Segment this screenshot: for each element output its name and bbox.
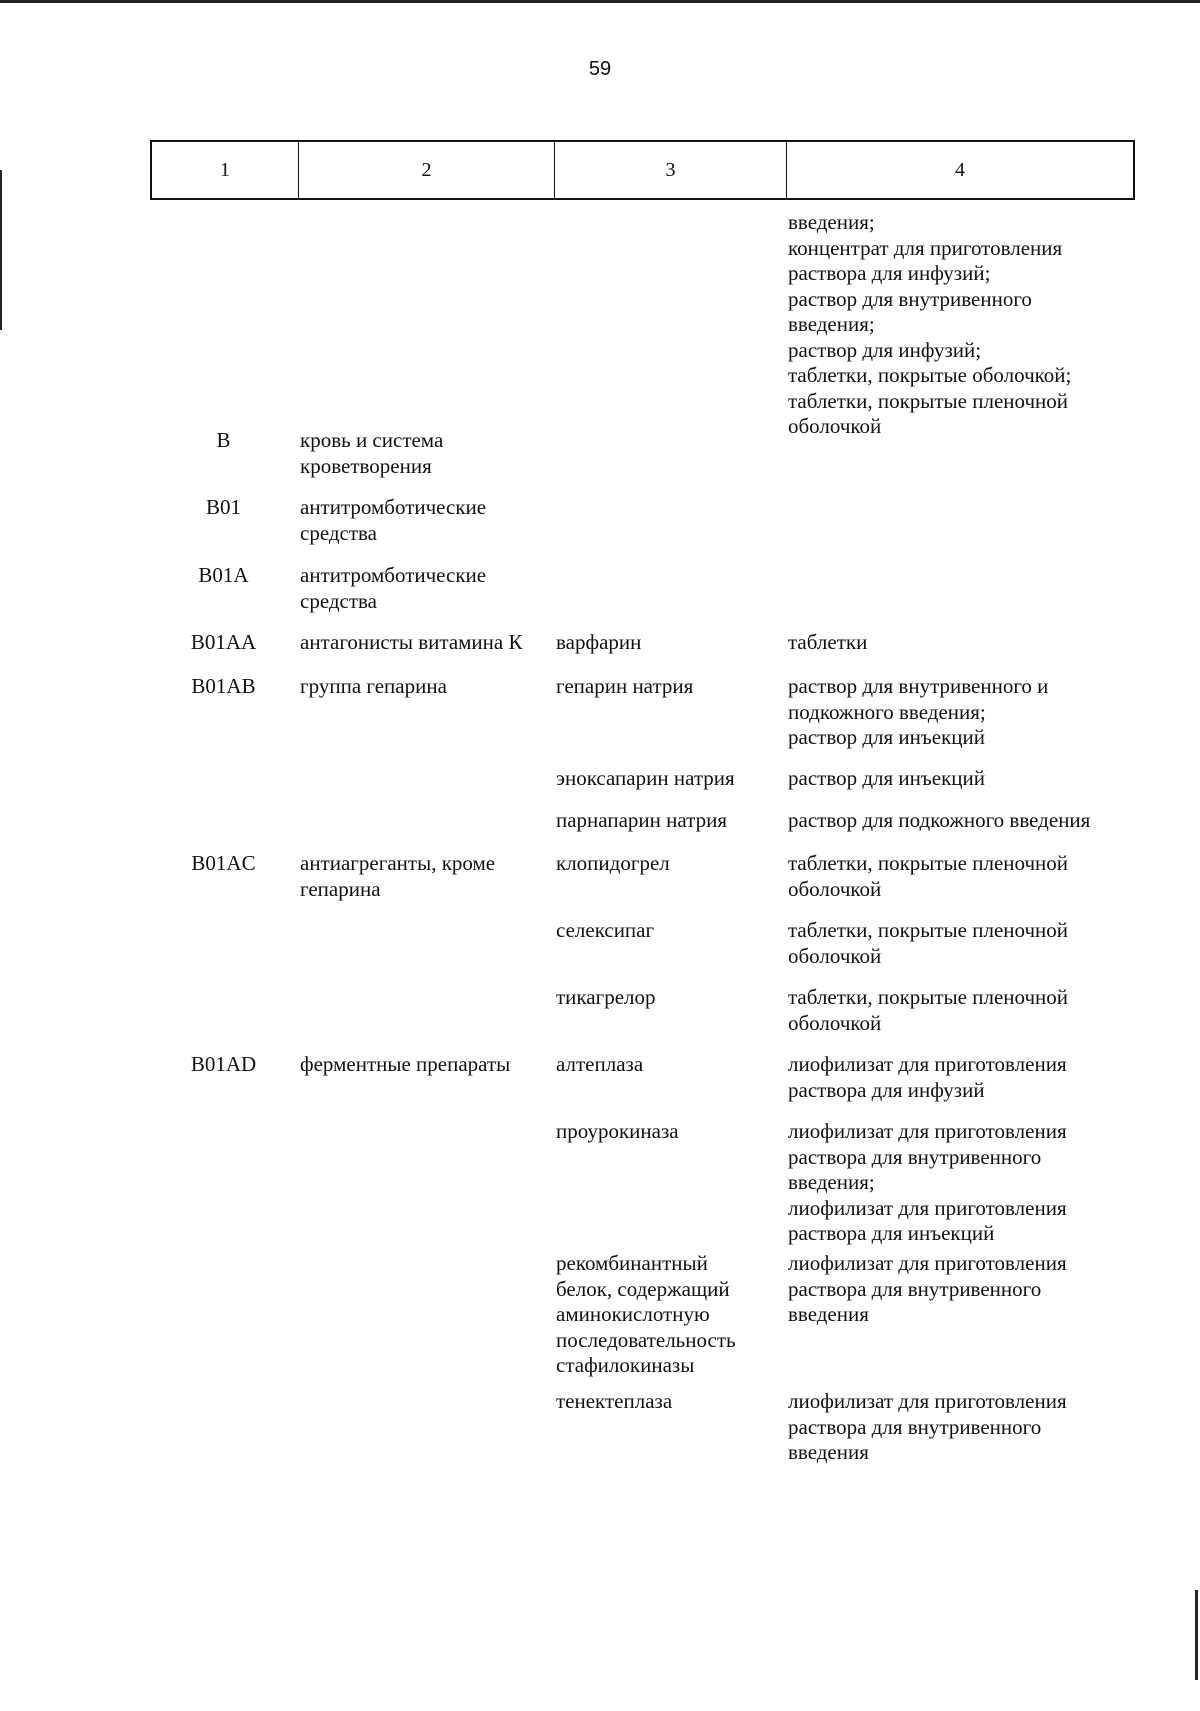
cell-drug [553, 495, 785, 546]
cell-forms [785, 210, 1135, 440]
cell-drug-line: белок, содержащий [556, 1276, 730, 1301]
cell-code [150, 985, 297, 1036]
cell-forms-line: раствор для подкожного введения [788, 808, 1091, 832]
cell-drug [553, 428, 785, 479]
cell-forms-line: таблетки, покрытые пленочной [788, 918, 1069, 942]
cell-group [297, 918, 553, 969]
cell-code [150, 1389, 297, 1466]
cell-group-line: антагонисты витамина К [300, 630, 523, 654]
cell-group-line: антитромботические [300, 495, 487, 519]
cell-forms-line: лиофилизат для приготовления [788, 1052, 1067, 1076]
table-row [150, 563, 1135, 614]
cell-group [297, 563, 553, 614]
table-row [150, 985, 1135, 1036]
table-row [150, 918, 1135, 969]
cell-drug [553, 1251, 785, 1379]
cell-drug [553, 918, 785, 969]
scan-edge-right [1195, 1590, 1198, 1680]
cell-forms [785, 1052, 1135, 1103]
cell-forms-line: таблетки, покрытые пленочной [788, 851, 1069, 875]
cell-forms [785, 985, 1135, 1036]
scan-edge-left [0, 170, 2, 330]
cell-drug-line: алтеплаза [556, 1052, 644, 1076]
cell-forms-line: таблетки [788, 630, 868, 654]
table-row [150, 210, 1135, 440]
cell-group-line: антитромботические [300, 563, 487, 587]
cell-code [150, 1251, 297, 1379]
table-row [150, 495, 1135, 546]
cell-group-line: средства [300, 588, 378, 613]
table-header [150, 140, 1135, 200]
cell-group [297, 674, 553, 751]
scan-edge-top [0, 0, 1200, 3]
cell-forms-line: введения; [788, 312, 875, 336]
cell-forms-line: лиофилизат для приготовления [788, 1119, 1067, 1143]
cell-code: B01AA [190, 630, 257, 654]
cell-code: B01AC [191, 851, 256, 875]
cell-code [150, 766, 297, 792]
cell-drug-line: парнапарин натрия [556, 808, 727, 832]
cell-group-line: ферментные препараты [300, 1052, 511, 1076]
header-col-4: 4 [955, 158, 965, 181]
cell-forms-line: лиофилизат для приготовления [788, 1251, 1067, 1275]
cell-forms-line: введения; [788, 1170, 875, 1194]
cell-drug-line: гепарин натрия [556, 674, 694, 698]
cell-forms-line: оболочкой [788, 414, 882, 438]
cell-group [297, 1052, 553, 1103]
cell-forms-line: раствора для инъекций [788, 1221, 995, 1245]
cell-drug-line: последовательность [556, 1327, 736, 1352]
cell-forms [785, 428, 1135, 479]
cell-group [297, 428, 553, 479]
cell-forms-line: введения [788, 1440, 869, 1464]
cell-drug-line: тенектеплаза [556, 1389, 673, 1413]
cell-drug [553, 1389, 785, 1466]
cell-drug-line: стафилокиназы [556, 1353, 695, 1377]
cell-forms-line: раствора для внутривенного [788, 1414, 1042, 1439]
cell-group-line: группа гепарина [300, 674, 447, 698]
header-col-2: 2 [299, 142, 555, 198]
cell-drug [553, 563, 785, 614]
cell-forms-line: раствора для инфузий; [788, 261, 991, 285]
cell-group-line: кровь и система [300, 428, 444, 452]
cell-drug [553, 674, 785, 751]
cell-group [297, 630, 553, 656]
cell-forms-line: оболочкой [788, 943, 882, 968]
cell-group [297, 808, 553, 834]
cell-drug [553, 210, 785, 440]
page-number: 59 [588, 58, 612, 80]
cell-drug-line: селексипаг [556, 918, 655, 942]
cell-drug-line: эноксапарин натрия [556, 766, 735, 790]
cell-code: B01AB [191, 674, 256, 698]
cell-code [150, 808, 297, 834]
cell-forms-line: раствора для внутривенного [788, 1144, 1042, 1169]
cell-drug [553, 1052, 785, 1103]
cell-forms [785, 918, 1135, 969]
cell-forms-line: оболочкой [788, 1010, 882, 1035]
cell-group [297, 495, 553, 546]
table-row [150, 428, 1135, 479]
cell-code: B01AD [190, 1052, 257, 1076]
cell-group [297, 985, 553, 1036]
cell-drug [553, 985, 785, 1036]
cell-group-line: средства [300, 520, 378, 545]
table-row [150, 851, 1135, 902]
cell-forms-line: раствора для внутривенного [788, 1276, 1042, 1301]
cell-code: B01A [198, 563, 249, 587]
cell-code: B01 [205, 495, 241, 519]
cell-forms [785, 808, 1135, 834]
table-row [150, 674, 1135, 751]
cell-group [297, 1389, 553, 1466]
cell-forms [785, 495, 1135, 546]
cell-code [150, 1119, 297, 1247]
cell-drug-line: тикагрелор [556, 985, 656, 1009]
cell-forms-line: раствор для инфузий; [788, 337, 982, 362]
cell-drug-line: рекомбинантный [556, 1251, 708, 1275]
cell-drug [553, 1119, 785, 1247]
cell-forms [785, 766, 1135, 792]
cell-group-line: антиагреганты, кроме [300, 851, 496, 875]
cell-forms-line: таблетки, покрытые оболочкой; [788, 363, 1072, 387]
cell-forms-line: таблетки, покрытые пленочной [788, 388, 1069, 413]
cell-forms-line: лиофилизат для приготовления [788, 1389, 1067, 1413]
cell-forms-line: концентрат для приготовления [788, 235, 1063, 260]
cell-drug-line: клопидогрел [556, 851, 670, 875]
cell-code [150, 210, 297, 440]
cell-forms [785, 1119, 1135, 1247]
cell-forms [785, 674, 1135, 751]
cell-drug-line: проурокиназа [556, 1119, 679, 1143]
cell-code: B [216, 428, 231, 452]
cell-forms-line: раствор для инъекций [788, 766, 985, 790]
cell-group [297, 210, 553, 440]
table-row [150, 1119, 1135, 1247]
table-row [150, 1251, 1135, 1379]
cell-forms-line: лиофилизат для приготовления [788, 1195, 1067, 1220]
cell-forms [785, 1251, 1135, 1379]
cell-group-line: кроветворения [300, 453, 432, 478]
cell-forms-line: раствор для внутривенного [788, 286, 1032, 311]
table-row [150, 1389, 1135, 1466]
cell-forms-line: раствор для внутривенного и [788, 674, 1049, 698]
cell-forms-line: раствора для инфузий [788, 1077, 985, 1102]
cell-forms-line: раствор для инъекций [788, 725, 985, 749]
cell-drug-line: варфарин [556, 630, 642, 654]
cell-forms-line: таблетки, покрытые пленочной [788, 985, 1069, 1009]
header-col-3: 3 [555, 142, 787, 198]
cell-forms [785, 563, 1135, 614]
table-row [150, 1052, 1135, 1103]
cell-drug [553, 851, 785, 902]
cell-drug-line: аминокислотную [556, 1302, 710, 1326]
cell-forms [785, 851, 1135, 902]
cell-group [297, 851, 553, 902]
cell-drug [553, 766, 785, 792]
cell-group-line: гепарина [300, 876, 381, 901]
cell-group [297, 1119, 553, 1247]
header-col-1: 1 [152, 142, 299, 198]
cell-code [150, 918, 297, 969]
table-row [150, 808, 1135, 834]
cell-forms-line: оболочкой [788, 876, 882, 901]
cell-forms-line: подкожного введения; [788, 699, 986, 724]
cell-forms-line: введения [788, 1302, 869, 1326]
table-row [150, 630, 1135, 656]
cell-forms [785, 1389, 1135, 1466]
cell-forms [785, 630, 1135, 656]
table-row [150, 766, 1135, 792]
cell-group [297, 766, 553, 792]
cell-drug [553, 808, 785, 834]
cell-drug [553, 630, 785, 656]
cell-forms-line: введения; [788, 210, 875, 234]
cell-group [297, 1251, 553, 1379]
